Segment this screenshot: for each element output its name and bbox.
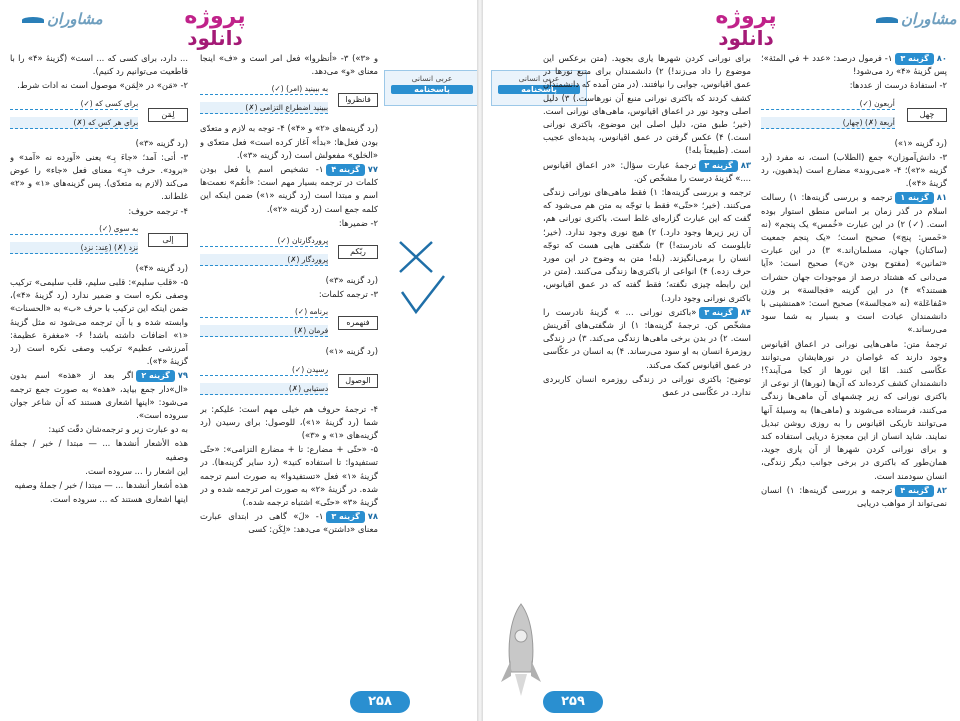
rocket-decoration-icon bbox=[497, 600, 545, 700]
answer-item bbox=[10, 369, 188, 422]
source-word: چهل bbox=[907, 108, 947, 122]
correct-translation: برنامه (✓) bbox=[200, 306, 328, 318]
answer-option-badge: گزینه ۱ bbox=[895, 192, 933, 204]
page-number: ۲۵۸ bbox=[350, 691, 410, 713]
question-number: ۸۰ bbox=[936, 53, 947, 63]
correct-translation: پروردگارتان (✓) bbox=[200, 235, 328, 247]
paragraph: ۴- ترجمه حروف: bbox=[128, 205, 188, 216]
answer-text: ترجمه و بررسی گزینه‌ها: ۱) رسالت اسلام در گذر زمان بر اساس منطق استوار بوده است. (✓) ۲) در این عبارت «خُمس» یک پنجم» (نه «خَمس: پنج») صحیح است؛ «یک پنجم جمعیت (ساکنان) جهان، مسلمان‌اند.» ۳) در این عبارت «ثمانین» (مفتوح بودن «ن») صحیح است: «آیا می‌دانی که هشتاد درصد از موجودات جهان حشرات هستند؟» ۴) در این گزینه «فجالسة» بر وزن «مُفاعَلة» (نه «مجالسة») صحیح است: «همنشینی با دانشمندان عبادت است و بسیار به شما سود می‌رساند.» bbox=[761, 192, 947, 335]
question-number: ۷۹ bbox=[177, 370, 188, 381]
answer-option-badge: گزینه ۴ bbox=[895, 485, 933, 497]
paragraph: ترجمهٔ متن: ماهی‌هایی نورانی در اعماق اقیانوس وجود دارند که غواصان در نورهایشان می‌توانند عکّاسی کنند. امّا این نورها از کجا می‌آیند؟! دانشمندان کشف کرده‌اند که آن‌ها (نورها) از نوعی از باکتری نورانی که زیر چشمهای آن ماهی‌ها زندگی می‌کنند، فرستاده می‌شوند و (ماهی‌ها) به وسیلهٔ آنها می‌توانند تاریکی اقیانوس را به روزی روشن تبدیل نمایند. شاید انسان از این معجزهٔ دریایی استفاده کند و برای نورانی کردن شهرها از آن یاری جوید، همان‌طور که باکتری در برخی جوانب دیگر زندگی، انسان سودمند است. bbox=[761, 338, 947, 481]
paragraph: هذه الأشعار أنشدها ... — مبتدا / خبر / جملهٔ وصفیه bbox=[10, 438, 188, 462]
column-left bbox=[543, 52, 751, 685]
translation-diagram bbox=[200, 362, 378, 400]
paragraph: (رد گزینه «۱») bbox=[894, 137, 947, 148]
answer-option-badge: گزینه ۳ bbox=[699, 160, 737, 172]
answer-text: ۱- فرمول درصد: «عدد + في المئة»؛ پس گزینهٔ «۴» رد می‌شود! bbox=[761, 53, 947, 77]
paragraph: ترجمه و بررسی گزینه‌ها: ۱) فقط ماهی‌های نورانی زندگی می‌کنند. (خیر؛ «حتّی» فقط با توجّه به متن هم می‌شود که گفت که این عبارت گزاره‌ای غلط است. باکتری نورانی هم، آن زیر زیرها وجود دارد.) ۲) هیچ نوری وجود ندارد. (خیر؛ تابلوست که نادرسته!) ۳) شگفتی هایی هست که توجّه انسان را برمی‌انگیزند. (بله! متن به وضوح در این مورد حرف زده.) ۴) انواعی از باکتری‌ها زندگی می‌کنند. (متن در این رابطه چیزی نگفته؛ فقط گفته که در عمق اقیانوس، باکتری نورانی وجود دارد.) bbox=[543, 187, 751, 303]
correct-translation: رسیدن (✓) bbox=[200, 364, 328, 376]
source-word: ربّکم bbox=[338, 245, 378, 259]
answer-text: ۱- «لَ» گاهی در ابتدای عبارت معنای «داشتن» می‌دهد: «لِکَن: کسی bbox=[200, 511, 378, 535]
wrong-translation: ببینید اضطراع التزامی (✗) bbox=[200, 102, 328, 114]
translation-diagram bbox=[200, 233, 378, 271]
paragraph: برای نورانی کردن شهرها یاری بجوید. (متن برعکس این موضوع را داد می‌زند!) ۲) دانشمندان برای منبع نورها در عمق اقیانوس، جوابی را نیافتند. (در متن آمده که دانشمندان کشف کردند که باکتری نورانی منبع آن نورهاست.) ۳) دلیل اصلی وجود نور در اعماق اقیانوس، ماهی‌های نورانی است. (خیر؛ طبق متن، دلیل اصلی این موضوع، باکتری نورانی است.) ۴) عکس گرفتن در عمق اقیانوس، پدیده‌ای عجیب است. (طبیعتاً بله!) bbox=[543, 53, 751, 156]
correct-translation: برای کسی که (✓) bbox=[10, 98, 138, 110]
question-number: ۷۸ bbox=[367, 511, 378, 522]
translation-diagram bbox=[200, 304, 378, 342]
paragraph: (رد گزینه «۳») bbox=[325, 275, 378, 286]
section-tab: عربی انسانی پاسخنامه bbox=[491, 70, 587, 106]
correct-translation: به سوی (✓) bbox=[10, 223, 138, 235]
correct-translation: أربعون (✓) bbox=[761, 98, 895, 110]
column-left bbox=[10, 52, 188, 685]
brand-name: مشاوران bbox=[22, 10, 103, 28]
paragraph: ۳- دانش‌آموزان» جمع (الطلاب) است، نه مفرد (رد گزینه «۲»)؛ ۴- «می‌روند» مضارع است (یذهبون، رد گزینهٔ «۴»). bbox=[761, 151, 947, 189]
translation-diagram bbox=[10, 221, 188, 259]
answer-option-badge: گزینه ۳ bbox=[326, 511, 364, 523]
translation-diagram bbox=[10, 96, 188, 134]
answer-text: ترجمهٔ عبارت سؤال: «در اعماق اقیانوس ....» گزینهٔ درست را مشخّص کن. bbox=[543, 159, 751, 183]
paragraph: ۲- «مَن» در «لِمَن» موصول است نه ادات شرط. bbox=[17, 80, 188, 91]
paragraph: ۲- استفادهٔ درست از عددها: bbox=[849, 80, 947, 91]
question-number: ۸۲ bbox=[936, 484, 947, 495]
answer-item bbox=[200, 163, 378, 216]
answer-item bbox=[200, 510, 378, 536]
paragraph: هذه أشعار أنشدها ... — مبتدا / خبر / جملهٔ وصفیه bbox=[14, 480, 188, 491]
wrong-translation: دستیابی (✗) bbox=[200, 383, 328, 395]
question-number: ۷۷ bbox=[367, 164, 378, 175]
column-right bbox=[200, 52, 378, 685]
question-number: ۸۴ bbox=[740, 306, 751, 317]
answer-text: ۱- تشخیص اسم یا فعل بودن کلمات در ترجمه بسیار مهم است: «أنعُم» نعمت‌ها اسم و مبتدا است (رد گزینه «۱») ضمن اینکه این کلمه جمع است (رد گزینه «۲»). bbox=[200, 164, 378, 214]
section-tab: عربی انسانی پاسخنامه bbox=[384, 70, 480, 106]
page-number: ۲۵۹ bbox=[543, 691, 603, 713]
paragraph: ۳- أتی: آمد؛ «جاءَ بِـ» یعنی «آورده نه «آمد» و «برود». حرف «بِـ» معنای فعل «جاء» را عوض می‌کند (لازم به متعدّی). پس گزینه‌های «۱» و «۲» غلط‌اند. bbox=[10, 151, 188, 202]
paragraph: (رد گزینه «۴») bbox=[135, 262, 188, 273]
source-word: الوصول bbox=[338, 374, 378, 388]
translation-diagram bbox=[200, 81, 378, 119]
paragraph: این اشعار را ... سروده است. bbox=[85, 465, 188, 476]
bird-logo-icon bbox=[22, 17, 44, 23]
translation-diagram bbox=[761, 96, 947, 134]
wrong-translation: برای هر کس که (✗) bbox=[10, 117, 138, 129]
download-logo: پروژه دانلود bbox=[184, 4, 246, 50]
paragraph: ... دارد، برای کسی که ... است» (گزینهٔ «۴» را با قاطعیت می‌توانیم رد کنیم). bbox=[10, 53, 188, 77]
answer-item bbox=[761, 191, 947, 336]
paragraph: ۵- «قلب سلیم»: قلبی سلیم، قلب سلیمی» ترکیب وصفی نکره است و ضمیر ندارد (رد گزینهٔ «۴»)، ضمن اینکه این ترکیب با حرف «ب» به «الحسنات» وابسته شده و با آن ترجمه می‌شود نه مثل گزینهٔ «۱» اضافات داشته باشد! ۶- «مغفرة عظیمة: آمرزشی عظیم» ترکیب وصفی نکره است (رد گزینهٔ «۴»). bbox=[10, 277, 188, 367]
source-word: إلی bbox=[148, 233, 188, 247]
wrong-translation: پروردگار (✗) bbox=[200, 254, 328, 266]
answer-text: ترجمه و بررسی گزینه‌ها: ۱) انسان نمی‌تواند از مواهب دریایی bbox=[761, 484, 947, 509]
paragraph: (رد گزینه «۱») bbox=[325, 346, 378, 357]
answer-option-badge: گزینه ۲ bbox=[136, 370, 174, 382]
wrong-translation: نزد (✗) (عِند: نزد) bbox=[10, 242, 138, 254]
page-right bbox=[480, 0, 960, 721]
question-number: ۸۱ bbox=[936, 192, 947, 203]
correct-translation: به ببینید (امر) (✓) bbox=[200, 83, 328, 95]
source-word: فانظروا bbox=[338, 93, 378, 107]
download-logo: پروژه دانلود bbox=[715, 4, 777, 50]
wrong-translation: فرمان (✗) bbox=[200, 325, 328, 337]
paragraph: به دو عبارت زیر و ترجمه‌شان دقّت کنید: bbox=[48, 424, 188, 435]
source-word: لِمَن bbox=[148, 108, 188, 122]
paragraph: اینها اشعاری هستند که ... سروده است. bbox=[50, 494, 188, 505]
answer-option-badge: گزینه ۳ bbox=[699, 307, 737, 319]
question-number: ۸۳ bbox=[740, 159, 751, 170]
paragraph: ۵- «حتّی + مضارع: تا + مضارع التزامی»: «حتّی تستفیدوا: تا استفاده کنید» (رد سایر گزینه‌ها). در گزینهٔ «۱» فعل «تستفیدوا» به صورت اسم ترجمه شده. در گزینهٔ «۲» به صورت امر ترجمه شده و در گزینهٔ «۳» «حتّی» اشتباه ترجمه شده.) bbox=[200, 444, 378, 508]
answer-item bbox=[761, 52, 947, 78]
answer-item bbox=[543, 306, 751, 372]
source-word: فنهمره bbox=[338, 316, 378, 330]
answer-option-badge: گزینه ۴ bbox=[326, 164, 364, 176]
paragraph: ۴- ترجمهٔ حروف هم خیلی مهم است: علیکم: بر شما (رد گزینهٔ «۱»)، للوصول: برای رسیدن (رد گزینه‌های «۱» و «۳») bbox=[200, 403, 378, 441]
paragraph: و «۳») ۳- «أنظروا» فعل امر است و «ف» اینجا معنای «و» می‌دهد. bbox=[200, 53, 378, 77]
paragraph: (رد گزینه «۳») bbox=[135, 137, 188, 148]
answer-text: اگر بعد از «هذه» اسم بدون «ال»دار جمع بیاید، «هذه» به صورت جمع ترجمه می‌شود: «اینها اشعاری هستند که آن شاعر جوان سروده است». bbox=[10, 370, 188, 421]
paragraph: (رد گزینه‌های «۲» و «۴») ۴- توجه به لازم و متعدّی بودن فعل‌ها: «بدأ» آغاز کرده است» فعل متعدّی و «الخلق» مفعولش است (رد گزینه «۳»). bbox=[200, 123, 378, 160]
answer-item bbox=[543, 159, 751, 185]
answer-text: «باکتری نورانی ... » گزینهٔ نادرست را مشخّص کن. ترجمهٔ گزینه‌ها: ۱) از شگفتی‌های آفرینش است. ۲) در بدن برخی ماهی‌ها زندگی می‌کند. ۳) در زندگی روزمرهٔ انسان به او سود می‌رساند. ۴) به انسان در عکّاسی در عمق اقیانوس کمک می‌کند. bbox=[543, 306, 751, 370]
wrong-translation: أربعة (✗) (چهار) bbox=[761, 117, 895, 129]
paragraph: ۲- ضمیرها: bbox=[338, 217, 378, 228]
paragraph: توضیح: باکتری نورانی در زندگی روزمره انسان کاربردی ندارد. در عکّاسی در عمق bbox=[543, 373, 751, 398]
bird-logo-icon bbox=[876, 17, 898, 23]
brand-name: مشاوران bbox=[876, 10, 957, 28]
paragraph: ۳- ترجمه کلمات: bbox=[318, 289, 378, 300]
book-gutter bbox=[477, 0, 483, 721]
answer-item bbox=[761, 484, 947, 510]
answer-option-badge: گزینه ۳ bbox=[895, 53, 933, 65]
column-right bbox=[761, 52, 947, 685]
checkmark-decoration-icon bbox=[392, 232, 452, 322]
